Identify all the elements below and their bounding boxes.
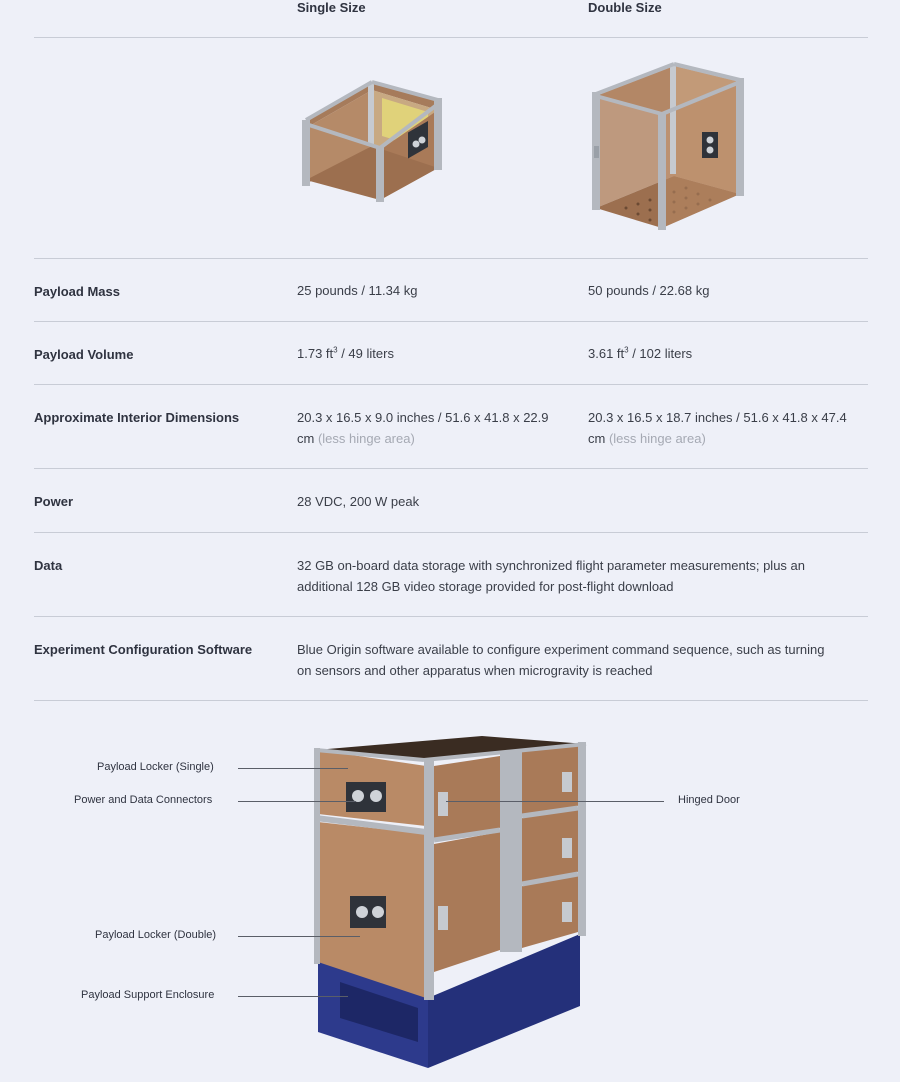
spec-label-data: Data	[34, 558, 63, 573]
divider	[34, 468, 868, 469]
label-locker-single: Payload Locker (Single)	[97, 761, 214, 773]
label-connectors: Power and Data Connectors	[74, 794, 213, 806]
leader-line	[238, 936, 360, 937]
leader-line	[446, 801, 664, 802]
divider	[34, 532, 868, 533]
payload-assembly-image	[300, 736, 600, 1072]
spec-value-double: 50 pounds / 22.68 kg	[588, 283, 710, 298]
spec-label-interior-dimensions: Approximate Interior Dimensions	[34, 410, 240, 425]
leader-line	[238, 996, 348, 997]
divider	[34, 37, 868, 38]
divider	[34, 258, 868, 259]
spec-label-power: Power	[34, 494, 74, 509]
divider	[34, 321, 868, 322]
label-locker-double: Payload Locker (Double)	[95, 929, 217, 941]
spec-label-payload-mass: Payload Mass	[34, 284, 120, 299]
column-header-double: Double Size	[588, 0, 662, 15]
spec-label-config-software: Experiment Configuration Software	[34, 642, 253, 657]
spec-value-double: 20.3 x 16.5 x 18.7 inches / 51.6 x 41.8 x 47.4 cm (less hinge area)	[588, 410, 847, 446]
spec-value-double: 3.61 $ft^3 / 102$ liters	[588, 345, 693, 361]
leader-line	[238, 801, 356, 802]
leader-line	[238, 768, 348, 769]
spec-value-single: 1.73 $ft^3 / 49$ liters	[297, 345, 394, 361]
spec-value: 32 GB on-board data storage with synchronized flight parameter measurements; plus an additional 128 GB video storage provided for post-flight download	[297, 558, 805, 594]
label-support-enclosure: Payload Support Enclosure	[81, 989, 215, 1001]
divider	[34, 700, 868, 701]
spec-value: 28 VDC, 200 W peak	[297, 494, 420, 509]
divider	[34, 384, 868, 385]
divider	[34, 616, 868, 617]
single-locker-image	[298, 76, 446, 202]
spec-value-single: 25 pounds / 11.34 kg	[297, 283, 418, 298]
spec-value: Blue Origin software available to configure experiment command sequence, such as turning on sensors and other apparatus when microgravity is reached	[297, 642, 825, 678]
spec-label-payload-volume: Payload Volume	[34, 347, 134, 362]
label-hinged-door: Hinged Door	[678, 794, 740, 806]
column-header-single: Single Size	[297, 0, 366, 15]
spec-value-single: 20.3 x 16.5 x 9.0 inches / 51.6 x 41.8 x 22.9 cm (less hinge area)	[297, 410, 549, 446]
double-locker-image	[586, 60, 746, 236]
